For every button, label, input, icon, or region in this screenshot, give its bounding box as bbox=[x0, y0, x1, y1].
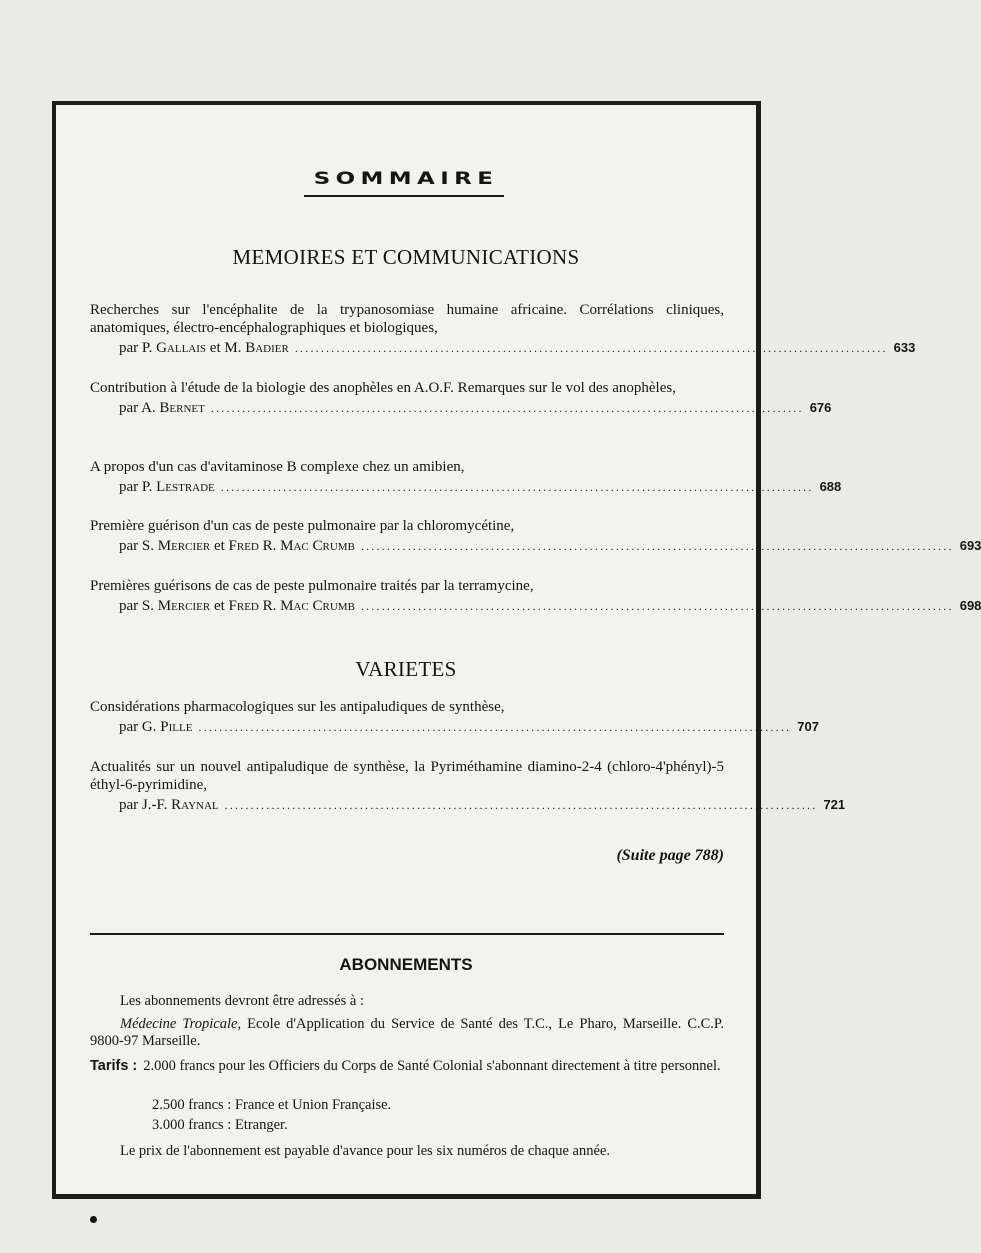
entry-page: 633 bbox=[893, 340, 916, 355]
entry-title: Premières guérisons de cas de peste pulmonaire traités par la terramycine, bbox=[90, 578, 534, 594]
entry-title: A propos d'un cas d'avitaminose B complexe chez un amibien, bbox=[90, 459, 465, 475]
payment-note: Le prix de l'abonnement est payable d'avance pour les six numéros de chaque année. bbox=[120, 1143, 610, 1159]
journal-name: Médecine Tropicale, bbox=[120, 1016, 242, 1032]
toc-entry[interactable] bbox=[90, 458, 842, 496]
page-frame bbox=[52, 101, 981, 1199]
tarifs-label: Tarifs bbox=[90, 1058, 129, 1074]
leader-dots: .................................................................................................................. bbox=[198, 720, 792, 734]
abonnements-intro: Les abonnements devront être adressés à : bbox=[120, 993, 364, 1009]
continuation-note: (Suite page 788) bbox=[616, 847, 724, 864]
entry-page: 698 bbox=[959, 598, 981, 613]
section-divider bbox=[90, 933, 724, 935]
entry-page: 676 bbox=[809, 400, 832, 415]
entry-author: par P. Lestrade bbox=[119, 479, 215, 495]
entry-title: Contribution à l'étude de la biologie des anophèles en A.O.F. Remarques sur le vol des anophèles, bbox=[90, 380, 676, 396]
entry-page: 688 bbox=[819, 479, 842, 494]
toc-entry[interactable] bbox=[90, 577, 981, 615]
leader-dots: .................................................................................................................. bbox=[210, 401, 804, 415]
leader-dots: .................................................................................................................. bbox=[294, 341, 888, 355]
entry-title: Considérations pharmacologiques sur les antipaludiques de synthèse, bbox=[90, 699, 505, 715]
entry-title: Première guérison d'un cas de peste pulmonaire par la chloromycétine, bbox=[90, 518, 515, 534]
tarif-officiers: 2.000 francs pour les Officiers du Corps de Santé Colonial s'abonnant directement à titre personnel. bbox=[143, 1058, 721, 1074]
abonnements-title: ABONNEMENTS bbox=[339, 955, 473, 974]
entry-page: 721 bbox=[823, 797, 846, 812]
tarif-etranger: 3.000 francs : Etranger. bbox=[152, 1117, 288, 1133]
leader-dots: .................................................................................................................. bbox=[360, 599, 954, 613]
entry-author: par S. Mercier et Fred R. Mac Crumb bbox=[119, 598, 355, 614]
title-underline bbox=[304, 195, 504, 197]
toc-entry[interactable] bbox=[90, 758, 846, 814]
tarifs-block: Tarifs : 2.000 francs pour les Officiers du Corps de Santé Colonial s'abonnant directement à titre personnel. bbox=[90, 1058, 724, 1075]
bullet-mark bbox=[90, 1216, 97, 1223]
entry-title: Actualités sur un nouvel antipaludique de synthèse, la Pyriméthamine diamino-2-4 (chloro-4'phényl)-5 éthyl-6-pyrimidine, bbox=[90, 759, 724, 793]
abonnements-address: Ecole d'Application du Service de Santé des T.C., Le Pharo, Marseille. C.C.P. 9800-97 Marseille. bbox=[90, 1016, 725, 1049]
entry-author: par J.-F. Raynal bbox=[119, 797, 219, 813]
entry-author: par S. Mercier et Fred R. Mac Crumb bbox=[119, 538, 355, 554]
sommaire-title: SOMMAIRE bbox=[313, 169, 499, 189]
leader-dots: .................................................................................................................. bbox=[360, 539, 954, 553]
leader-dots: .................................................................................................................. bbox=[220, 480, 814, 494]
toc-entry[interactable] bbox=[90, 301, 916, 357]
entry-page: 707 bbox=[797, 719, 819, 734]
entry-author: par P. Gallais et M. Badier bbox=[119, 340, 289, 356]
toc-entry[interactable] bbox=[90, 517, 981, 555]
section-title-varietes: VARIETES bbox=[355, 657, 457, 681]
entry-page: 693 bbox=[959, 538, 981, 553]
entry-author: par G. Pille bbox=[119, 719, 193, 735]
abonnements-address-block bbox=[90, 1016, 724, 1050]
tarif-france: 2.500 francs : France et Union Française. bbox=[152, 1097, 392, 1113]
toc-entry[interactable] bbox=[90, 379, 832, 417]
toc-entry[interactable] bbox=[90, 698, 819, 736]
section-title-memoires: MEMOIRES ET COMMUNICATIONS bbox=[232, 245, 580, 269]
entry-author: par A. Bernet bbox=[119, 400, 205, 416]
leader-dots: .................................................................................................................. bbox=[224, 798, 818, 812]
entry-title: Recherches sur l'encéphalite de la trypanosomiase humaine africaine. Corrélations cliniques, anatomiques, électro-encéphalographiques et biologiques, bbox=[90, 302, 724, 336]
